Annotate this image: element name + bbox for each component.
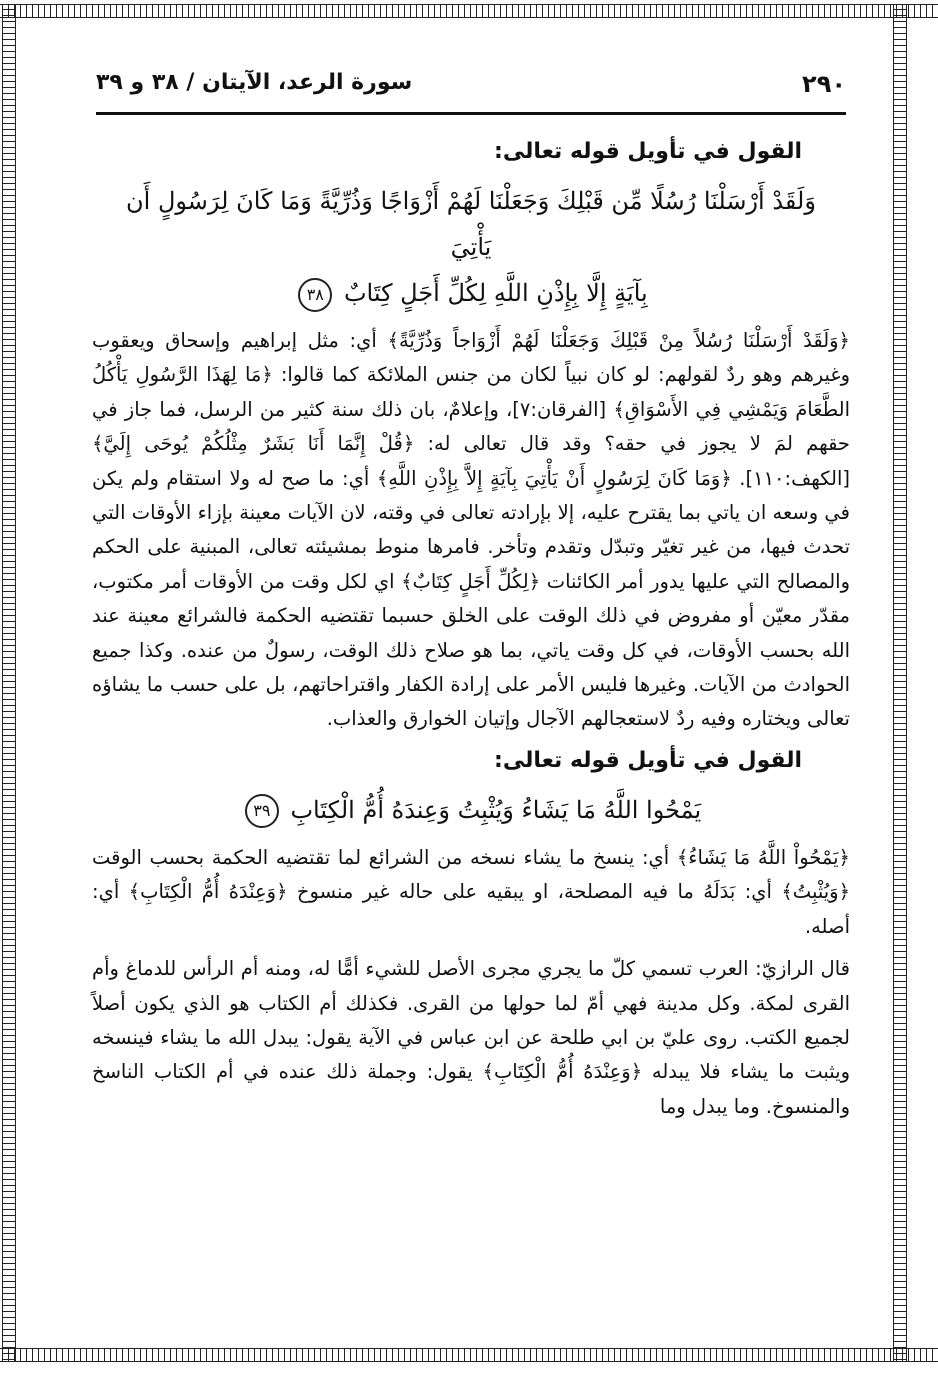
verse-line-1: وَلَقَدْ أَرْسَلْنَا رُسُلًا مِّن قَبْلِكَ وَجَعَلْنَا لَهُمْ أَزْوَاجًا وَذُرِّيَّةً وَمَا كَانَ لِرَسُولٍ أَن يَأْتِيَ	[126, 187, 816, 261]
commentary-paragraph-2: ﴿يَمْحُواْ اللَّهُ مَا يَشَاءُ﴾ أي: ينسخ ما يشاء نسخه من الشرائع لما تقتضيه الحكمة بحسب الوقت ﴿وَيُثْبِتُ﴾ أي: بَدَلَهُ ما فيه المصلحة، او يبقيه على حاله غير منسوخ ﴿وَعِنْدَهُ أُمُّ الْكِتَابِ﴾ أي: أصله.	[92, 845, 850, 938]
decorative-border-left	[2, 4, 16, 1362]
section-heading-2: القول في تأويل قوله تعالى:	[494, 747, 802, 773]
verse-39-text: يَمْحُوا اللَّهُ مَا يَشَاءُ وَيُثْبِتُ وَعِندَهُ أُمُّ الْكِتَابِ	[290, 795, 702, 824]
page-header	[96, 64, 846, 110]
decorative-border-right	[893, 4, 907, 1362]
decorative-border-bottom	[0, 1348, 938, 1362]
decorative-border-top	[0, 4, 938, 18]
quran-verse-39	[102, 787, 840, 833]
commentary-paragraph-3: قال الرازيّ: العرب تسمي كلّ ما يجري مجرى الأصل للشيء أمًّا له، ومنه أم الرأس للدماغ وأم القرى لمكة. وكل مدينة فهي أمّ لما حولها من القرى. فكذلك أم الكتاب هو الذي يكون أصلاً لجميع الكتب. روى عليّ بن ابي طلحة عن ابن عباس في الآية يقول: يبدل الله ما يشاء فينسخه ويثبت ما يشاء فلا يبدله ﴿وَعِنْدَهُ أُمُّ الْكِتَابِ﴾ يقول: وجملة ذلك عنده في أم الكتاب الناسخ والمنسوخ. وما يبدل وما	[92, 957, 850, 1118]
ayah-number-marker: ٣٩	[245, 794, 279, 828]
quran-verse-38	[102, 178, 840, 316]
commentary-paragraph-1: ﴿وَلَقَدْ أَرْسَلْنَا رُسُلاً مِنْ قَبْلِكَ وَجَعَلْنَا لَهُمْ أَزْوَاجاً وَذُرِّيَّةً﴾ أي: مثل إبراهيم وإسحاق ويعقوب وغيرهم وهو ردٌ لقولهم: لو كان نبياً لكان من جنس الملائكة كما قالوا: ﴿مَا لِهَذَا الرَّسُولِ يَأْكُلُ الطَّعَامَ وَيَمْشِي فِي الأَسْوَاقِ﴾ [الفرقان:٧]، وإعلامٌ، بان ذلك سنة كثير من الرسل، فما جاز في حقهم لمَ لا يجوز في حقه؟ وقد قال تعالى له: ﴿قُلْ إِنَّمَا أَنَا بَشَرٌ مِثْلُكُمْ يُوحَى إِلَيَّ﴾ [الكهف:١١٠]. ﴿وَمَا كَانَ لِرَسُولٍ أَنْ يَأْتِيَ بِآيَةٍ إِلاَّ بِإِذْنِ اللَّهِ﴾ أي: ما صح له ولا استقام ولم يكن في وسعه ان ياتي بما يقترح عليه، إلا بإرادته تعالى في وقته، لان الآيات معينة بإزاء الأوقات التي تحدث فيها، من غير تغيّر وتبدّل وتقدم وتأخر. فامرها منوط بمشيئته تعالى، المبنية على الحكم والمصالح التي عليها يدور أمر الكائنات ﴿لِكُلِّ أَجَلٍ كِتَابٌ﴾ اي لكل وقت من الأوقات أمر مكتوب، مقدّر معيّن أو مفروض في ذلك الوقت على الخلق حسبما تقتضيه الحكمة فالشرائع معينة عند الله بحسب الأوقات، في كل وقت ياتي، بما هو صلاح ذلك الوقت، رسولٌ من عنده. وكذا جميع الحوادث من الآيات. وغيرها فليس الأمر على إرادة الكفار واقتراحاتهم، بل على حسب ما يشاؤه تعالى ويختاره وفيه ردٌ لاستعجالهم الآجال وإتيان الخوارق والعذاب.	[92, 329, 850, 731]
verse-line-2	[102, 270, 840, 316]
ayah-number-marker: ٣٨	[298, 278, 332, 312]
page-number: ٢٩٠	[802, 70, 846, 98]
running-title: سورة الرعد، الآيتان / ٣٨ و ٣٩	[96, 70, 413, 95]
page-body	[92, 128, 850, 1124]
header-divider	[96, 112, 846, 115]
verse-line-2-text: بِآيَةٍ إِلَّا بِإِذْنِ اللَّهِ لِكُلِّ أَجَلٍ كِتَابٌ	[343, 279, 648, 307]
section-heading-1: القول في تأويل قوله تعالى:	[494, 139, 802, 164]
